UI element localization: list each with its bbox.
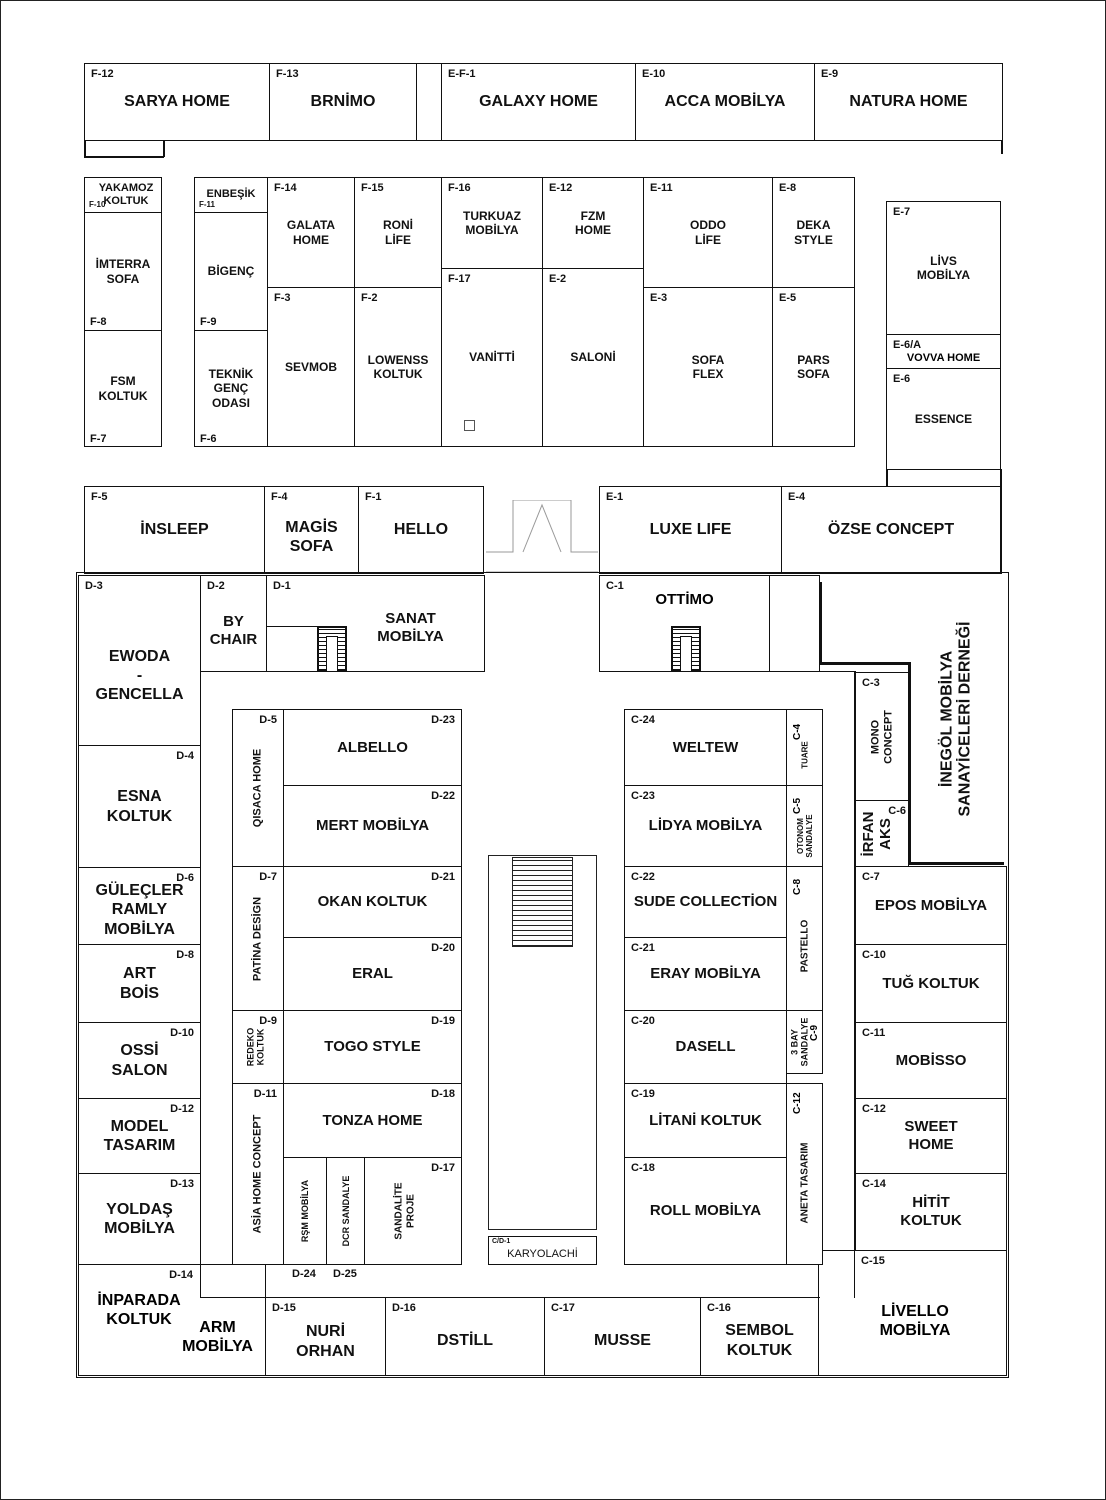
- booth-code: D-4: [176, 750, 194, 762]
- booth-code: F-4: [271, 491, 288, 503]
- booth-name: LOWENSS KOLTUK: [367, 352, 429, 381]
- booth-e10[interactable]: [635, 63, 815, 141]
- booth-f1[interactable]: [358, 486, 484, 574]
- booth-d1[interactable]: [266, 575, 485, 672]
- booth-name: VANİTTİ: [469, 350, 515, 365]
- booth-name: EWODA - GENCELLA: [95, 647, 184, 704]
- booth-name: SARYA HOME: [124, 93, 230, 111]
- booth-name: SANAT MOBİLYA: [377, 609, 444, 645]
- booth-code: D-13: [170, 1178, 194, 1190]
- booth-name: ANETA TASARIM: [798, 1142, 810, 1224]
- booth-name: MUSSE: [594, 1331, 651, 1349]
- booth-name: OSSİ SALON: [111, 1042, 168, 1079]
- booth-name: FSM KOLTUK: [98, 374, 148, 403]
- booth-karyolachi[interactable]: [488, 1236, 597, 1265]
- association-name: İNEGÖL MOBİLYA SANAYİCELERİ DERNEĞİ: [938, 621, 974, 816]
- booth-code: D-5: [259, 714, 277, 726]
- booth-name: İMTERRA SOFA: [95, 257, 151, 286]
- wall: [819, 662, 911, 665]
- booth-code: C-5: [792, 797, 803, 814]
- booth-name: SOFA FLEX: [691, 352, 725, 381]
- booth-e11[interactable]: [643, 177, 773, 288]
- booth-ef1[interactable]: [441, 63, 636, 141]
- booth-name: LİVS MOBİLYA: [916, 253, 971, 282]
- booth-name: EPOS MOBİLYA: [874, 896, 988, 914]
- booth-code: C-17: [551, 1302, 575, 1314]
- booth-c24[interactable]: [624, 709, 787, 786]
- booth-name: DCR SANDALYE: [340, 1175, 351, 1247]
- booth-name: QISACA HOME: [251, 748, 264, 828]
- booth-f8[interactable]: [84, 330, 162, 447]
- booth-code: D-23: [431, 714, 455, 726]
- booth-code: D-7: [259, 871, 277, 883]
- booth-name: 3 BAY SANDALYE: [789, 1017, 811, 1067]
- booth-name: PATİNA DESİGN: [251, 896, 264, 981]
- booth-d18[interactable]: [283, 1083, 462, 1158]
- booth-c15-name: LİVELLO MOBİLYA: [879, 1303, 951, 1340]
- booth-code: C-20: [631, 1015, 655, 1027]
- booth-f10[interactable]: [84, 177, 162, 213]
- stairwell-left: [317, 626, 347, 672]
- booth-f9[interactable]: [194, 330, 268, 447]
- booth-d17[interactable]: [364, 1157, 462, 1265]
- booth-code: C-18: [631, 1162, 655, 1174]
- booth-code: F-5: [91, 491, 108, 503]
- booth-d6[interactable]: [78, 867, 201, 945]
- corridor-line: [599, 671, 821, 672]
- booth-name: ODDO LİFE: [690, 218, 726, 247]
- wall: [84, 140, 86, 157]
- booth-f3[interactable]: [267, 287, 355, 447]
- wall: [1001, 140, 1003, 154]
- booth-name: SWEET HOME: [904, 1118, 958, 1153]
- booth-code: F-2: [361, 292, 378, 304]
- booth-code: C-11: [862, 1027, 886, 1039]
- booth-name: NURİ ORHAN: [296, 1323, 355, 1360]
- booth-c23[interactable]: [624, 785, 787, 867]
- booth-d22[interactable]: [283, 785, 462, 867]
- booth-code: C-14: [862, 1178, 886, 1190]
- booth-name: ESSENCE: [914, 411, 973, 426]
- wall: [908, 862, 1004, 865]
- booth-name: ENBEŞİK: [206, 188, 256, 201]
- booth-code: D-21: [431, 871, 455, 883]
- booth-code: F-13: [276, 68, 299, 80]
- booth-name: PARS SOFA: [797, 352, 830, 381]
- booth-code: D-22: [431, 790, 455, 802]
- booth-e6a[interactable]: [886, 334, 1001, 369]
- booth-f16[interactable]: [441, 177, 543, 269]
- booth-code: D-9: [259, 1015, 277, 1027]
- booth-d12[interactable]: [78, 1098, 201, 1174]
- escalator-steps: [512, 857, 573, 947]
- central-escalator: [488, 855, 597, 1230]
- booth-name: VOVVA HOME: [906, 352, 981, 364]
- booth-c11[interactable]: [855, 1022, 1007, 1099]
- corridor-line: [200, 671, 485, 672]
- booth-code: C-21: [631, 942, 655, 954]
- booth-e6[interactable]: [886, 368, 1001, 470]
- booth-d23[interactable]: [283, 709, 462, 786]
- booth-d20[interactable]: [283, 937, 462, 1011]
- booth-c20[interactable]: [624, 1010, 787, 1084]
- booth-name: DSTİLL: [437, 1331, 493, 1349]
- entrance-stairs: [486, 500, 598, 574]
- booth-name: İRFAN AKS: [859, 811, 894, 856]
- booth-c21[interactable]: [624, 937, 787, 1011]
- booth-d19[interactable]: [283, 1010, 462, 1084]
- booth-code: C-16: [707, 1302, 731, 1314]
- booth-name: ROLL MOBİLYA: [649, 1202, 762, 1219]
- booth-code: D-12: [170, 1103, 194, 1115]
- booth-name: LİTANİ KOLTUK: [649, 1111, 762, 1129]
- booth-code: E-6/A: [893, 339, 922, 351]
- booth-c17[interactable]: [544, 1297, 701, 1376]
- booth-code: C/D-1: [492, 1238, 511, 1245]
- column-marker: [464, 420, 475, 431]
- booth-c10[interactable]: [855, 944, 1007, 1023]
- booth-code: D-3: [85, 580, 103, 592]
- booth-name: ASİA HOME CONCEPT: [251, 1114, 264, 1234]
- booth-code-d25: D-25: [333, 1268, 357, 1280]
- booth-name: ALBELLO: [337, 738, 408, 756]
- wall: [819, 582, 822, 664]
- booth-name: MONO CONCEPT: [869, 709, 894, 764]
- booth-name: OTONOM SANDALYE: [795, 813, 814, 858]
- booth-code: C-3: [862, 677, 880, 689]
- corridor-gap: [416, 63, 442, 141]
- booth-d3[interactable]: [78, 575, 201, 746]
- booth-name: TUARE: [799, 741, 809, 769]
- booth-d15[interactable]: [265, 1297, 386, 1376]
- booth-code-f6: F-6: [200, 433, 217, 445]
- booth-bigenc[interactable]: [194, 212, 268, 331]
- booth-name: YAKAMOZ KOLTUK: [98, 181, 154, 207]
- booth-name: TEKNİK GENÇ ODASI: [208, 366, 254, 410]
- booth-name: TOGO STYLE: [324, 1038, 421, 1055]
- corridor-line: [821, 671, 856, 672]
- stairwell-right: [671, 626, 701, 672]
- booth-e9[interactable]: [814, 63, 1003, 141]
- booth-code: C-10: [862, 949, 886, 961]
- booth-code: D-20: [431, 942, 455, 954]
- booth-code: C-7: [862, 871, 880, 883]
- booth-f4[interactable]: [264, 486, 359, 574]
- corridor-line: [200, 1297, 820, 1298]
- booth-name: İNSLEEP: [140, 521, 209, 539]
- booth-name: SEVMOB: [284, 359, 337, 374]
- booth-name: SALONİ: [570, 350, 616, 365]
- stair-core: [680, 636, 692, 672]
- booth-f5[interactable]: [84, 486, 265, 574]
- booth-name: SANDALİTE PROJE: [393, 1182, 417, 1240]
- booth-code: E-7: [893, 206, 911, 218]
- booth-name: ÖZSE CONCEPT: [827, 521, 955, 539]
- booth-c5[interactable]: [786, 785, 823, 867]
- booth-e12[interactable]: [542, 177, 644, 269]
- booth-c6[interactable]: [855, 800, 909, 867]
- booth-f12[interactable]: [84, 63, 270, 141]
- booth-code: D-14: [169, 1269, 193, 1281]
- booth-name: SEMBOL KOLTUK: [725, 1322, 794, 1359]
- booth-d8[interactable]: [78, 944, 201, 1023]
- booth-code: D-16: [392, 1302, 416, 1314]
- booth-name: GALAXY HOME: [479, 93, 598, 111]
- booth-e3[interactable]: [643, 287, 773, 447]
- booth-code: E-2: [549, 273, 567, 285]
- booth-code: C-22: [631, 871, 655, 883]
- booth-name: YOLDAŞ MOBİLYA: [104, 1200, 175, 1237]
- booth-c16[interactable]: [700, 1297, 819, 1376]
- booth-f13[interactable]: [269, 63, 417, 141]
- booth-d25[interactable]: [326, 1157, 365, 1265]
- booth-name: TUĞ KOLTUK: [882, 974, 980, 992]
- booth-name: ACCA MOBİLYA: [664, 93, 786, 111]
- booth-name: TONZA HOME: [322, 1111, 423, 1129]
- booth-code: D-15: [272, 1302, 296, 1314]
- booth-name: LUXE LIFE: [649, 521, 732, 539]
- booth-name: NATURA HOME: [849, 93, 968, 111]
- booth-d7[interactable]: [232, 866, 284, 1011]
- booth-d16[interactable]: [385, 1297, 545, 1376]
- booth-code: F-10: [89, 200, 106, 209]
- booth-c12[interactable]: [786, 1083, 823, 1265]
- booth-code: C-19: [631, 1088, 655, 1100]
- booth-arm-name[interactable]: ARM MOBİLYA: [182, 1319, 253, 1356]
- booth-code: F-17: [448, 273, 471, 285]
- booth-name: OTTİMO: [655, 591, 714, 608]
- booth-c12-right[interactable]: [855, 1098, 1007, 1174]
- booth-code: E-4: [788, 491, 806, 503]
- booth-name: BİGENÇ: [207, 264, 255, 279]
- booth-c3[interactable]: [855, 672, 909, 801]
- booth-c4[interactable]: [786, 709, 823, 786]
- booth-code: D-8: [176, 949, 194, 961]
- booth-f15[interactable]: [354, 177, 442, 288]
- booth-e5[interactable]: [772, 287, 855, 447]
- booth-code: E-9: [821, 68, 839, 80]
- service-room: [769, 575, 820, 672]
- booth-name: RŞM MOBİLYA: [299, 1179, 310, 1243]
- booth-f17[interactable]: [441, 268, 543, 447]
- wall: [267, 626, 317, 627]
- booth-code: E-12: [549, 182, 573, 194]
- booth-d2[interactable]: [200, 575, 267, 672]
- booth-name: ERAY MOBİLYA: [650, 965, 761, 982]
- booth-e7[interactable]: [886, 201, 1001, 335]
- booth-c19[interactable]: [624, 1083, 787, 1158]
- booth-name: TURKUAZ MOBİLYA: [463, 208, 521, 237]
- booth-code: E-10: [642, 68, 666, 80]
- booth-c15[interactable]: [854, 1250, 1007, 1298]
- booth-name: PASTELLO: [798, 919, 810, 972]
- booth-name: LİDYA MOBİLYA: [648, 817, 763, 834]
- booth-c7[interactable]: [855, 866, 1007, 945]
- booth-code: F-3: [274, 292, 291, 304]
- booth-code: D-18: [431, 1088, 455, 1100]
- booth-name: GÜLEÇLER RAMLY MOBİLYA: [95, 882, 184, 938]
- booth-code: F-1: [365, 491, 382, 503]
- booth-d11[interactable]: [232, 1083, 284, 1265]
- booth-f14[interactable]: [267, 177, 355, 288]
- booth-code: C-15: [861, 1255, 885, 1267]
- booth-d5[interactable]: [232, 709, 284, 867]
- booth-name: WELTEW: [672, 738, 739, 756]
- booth-e1[interactable]: [599, 486, 782, 574]
- booth-code-d24: D-24: [292, 1268, 316, 1280]
- booth-d9[interactable]: [232, 1010, 284, 1084]
- booth-code: E-6: [893, 373, 911, 385]
- booth-name: KARYOLACHİ: [507, 1247, 578, 1260]
- booth-d24[interactable]: [283, 1157, 327, 1265]
- corridor-line: [200, 671, 201, 1298]
- booth-code: D-10: [170, 1027, 194, 1039]
- booth-name: GALATA HOME: [286, 218, 336, 247]
- booth-e8[interactable]: [772, 177, 855, 288]
- booth-code: D-11: [253, 1088, 277, 1100]
- booth-code: C-12: [792, 1092, 803, 1114]
- booth-name: BRNİMO: [310, 93, 376, 111]
- booth-name: ART BOİS: [119, 965, 160, 1002]
- booth-name: DEKA STYLE: [794, 218, 833, 247]
- booth-c22[interactable]: [624, 866, 787, 938]
- booth-d4[interactable]: [78, 745, 201, 868]
- wall: [163, 140, 165, 157]
- booth-name: İNPARADA KOLTUK: [97, 1292, 181, 1329]
- booth-c9[interactable]: [786, 1010, 823, 1074]
- booth-name: FZM HOME: [575, 208, 611, 237]
- booth-code: D-19: [431, 1015, 455, 1027]
- booth-code: C-4: [792, 723, 803, 740]
- booth-c1[interactable]: [599, 575, 770, 672]
- booth-code: F-14: [274, 182, 297, 194]
- booth-code: C-6: [888, 805, 906, 817]
- booth-code: E-1: [606, 491, 624, 503]
- booth-code-f8: F-8: [90, 316, 107, 328]
- booth-d10[interactable]: [78, 1022, 201, 1099]
- association-area: [912, 576, 1002, 861]
- booth-name: HİTİT KOLTUK: [900, 1194, 962, 1229]
- booth-code: E-5: [779, 292, 797, 304]
- booth-code: F-16: [448, 182, 471, 194]
- booth-code: C-9: [809, 1024, 820, 1041]
- booth-name: OKAN KOLTUK: [317, 893, 428, 910]
- wall: [84, 156, 164, 158]
- booth-code: C-8: [792, 878, 803, 895]
- booth-c14[interactable]: [855, 1173, 1007, 1251]
- booth-code: C-12: [862, 1103, 886, 1115]
- booth-code-f7: F-7: [90, 433, 107, 445]
- booth-code: F-11: [199, 200, 216, 209]
- booth-code: F-15: [361, 182, 384, 194]
- booth-name: ERAL: [352, 965, 393, 982]
- booth-name: MODEL TASARIM: [103, 1117, 176, 1154]
- booth-code: D-2: [207, 580, 225, 592]
- booth-name: MERT MOBİLYA: [315, 817, 430, 834]
- corridor-line: [854, 671, 855, 1251]
- booth-d21[interactable]: [283, 866, 462, 938]
- stair-core: [326, 636, 338, 672]
- booth-code-f9: F-9: [200, 316, 217, 328]
- booth-name: REDEKO KOLTUK: [245, 1027, 266, 1067]
- booth-e2[interactable]: [542, 268, 644, 447]
- booth-name: RONİ LİFE: [383, 218, 413, 247]
- booth-code: E-3: [650, 292, 668, 304]
- booth-f2[interactable]: [354, 287, 442, 447]
- booth-name: ESNA KOLTUK: [106, 788, 173, 825]
- booth-c8[interactable]: [786, 866, 823, 1011]
- booth-code: D-6: [176, 872, 194, 884]
- booth-name: HELLO: [393, 521, 449, 539]
- booth-code: C-1: [606, 580, 624, 592]
- booth-code: E-11: [650, 182, 673, 194]
- booth-code: D-1: [273, 580, 291, 592]
- booth-d13[interactable]: [78, 1173, 201, 1265]
- booth-e4[interactable]: [781, 486, 1001, 574]
- booth-code: F-12: [91, 68, 114, 80]
- booth-code: E-8: [779, 182, 797, 194]
- booth-code: C-23: [631, 790, 655, 802]
- booth-name: DASELL: [675, 1038, 736, 1055]
- booth-name: SUDE COLLECTİON: [633, 893, 778, 910]
- booth-code: D-17: [431, 1162, 455, 1174]
- booth-f11[interactable]: [194, 177, 268, 213]
- booth-code: E-F-1: [448, 68, 476, 80]
- booth-code: C-24: [631, 714, 655, 726]
- booth-c18[interactable]: [624, 1157, 787, 1265]
- booth-name: MAGİS SOFA: [285, 518, 338, 555]
- booth-imterra[interactable]: [84, 212, 162, 331]
- booth-name: MOBİSSO: [895, 1051, 967, 1069]
- booth-name: BY CHAIR: [209, 612, 258, 648]
